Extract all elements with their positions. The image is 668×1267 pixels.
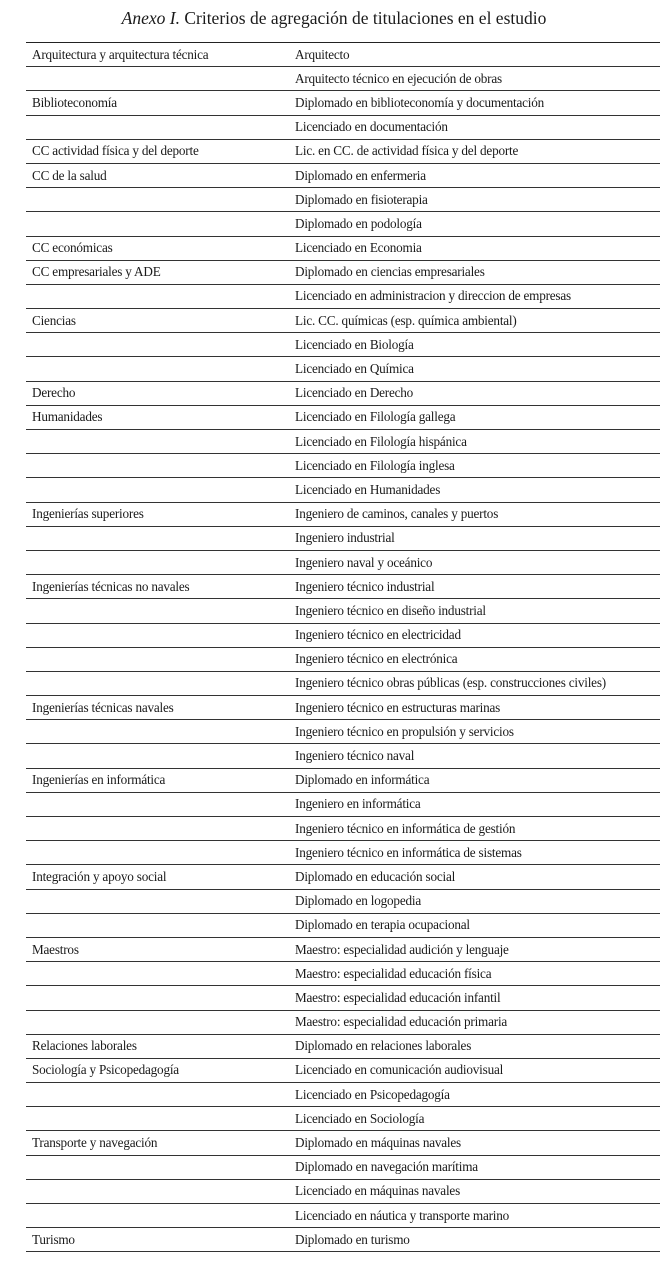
category-cell: Arquitectura y arquitectura técnica bbox=[26, 43, 295, 67]
degree-cell: Diplomado en relaciones laborales bbox=[295, 1034, 660, 1058]
table-row bbox=[26, 768, 660, 792]
category-cell bbox=[26, 671, 295, 695]
table-row bbox=[26, 647, 660, 671]
table-row bbox=[26, 188, 660, 212]
table-row bbox=[26, 937, 660, 961]
degree-cell: Ingeniero industrial bbox=[295, 526, 660, 550]
table-row bbox=[26, 430, 660, 454]
category-cell bbox=[26, 913, 295, 937]
category-cell: Integración y apoyo social bbox=[26, 865, 295, 889]
caption-label: Anexo I. bbox=[121, 8, 180, 28]
degree-cell: Arquitecto técnico en ejecución de obras bbox=[295, 67, 660, 91]
category-cell: Maestros bbox=[26, 937, 295, 961]
table-row bbox=[26, 236, 660, 260]
table-row bbox=[26, 889, 660, 913]
degree-cell: Ingeniero técnico en informática de gestión bbox=[295, 817, 660, 841]
category-cell: Sociología y Psicopedagogía bbox=[26, 1058, 295, 1082]
category-cell: Turismo bbox=[26, 1228, 295, 1252]
category-cell: Ingenierías superiores bbox=[26, 502, 295, 526]
table-row bbox=[26, 599, 660, 623]
category-cell: Biblioteconomía bbox=[26, 91, 295, 115]
table-caption bbox=[0, 8, 668, 29]
category-cell bbox=[26, 1107, 295, 1131]
category-cell bbox=[26, 526, 295, 550]
category-cell bbox=[26, 817, 295, 841]
category-cell bbox=[26, 623, 295, 647]
category-cell bbox=[26, 357, 295, 381]
category-cell bbox=[26, 1155, 295, 1179]
table-row bbox=[26, 163, 660, 187]
degree-cell: Lic. en CC. de actividad física y del deporte bbox=[295, 139, 660, 163]
category-cell bbox=[26, 962, 295, 986]
table-row bbox=[26, 550, 660, 574]
category-cell bbox=[26, 212, 295, 236]
degree-cell: Ingeniero técnico naval bbox=[295, 744, 660, 768]
degree-cell: Diplomado en informática bbox=[295, 768, 660, 792]
table-row bbox=[26, 865, 660, 889]
table-row bbox=[26, 139, 660, 163]
table-row bbox=[26, 1010, 660, 1034]
degree-cell: Ingeniero en informática bbox=[295, 792, 660, 816]
degree-cell: Licenciado en Química bbox=[295, 357, 660, 381]
degree-cell: Diplomado en logopedia bbox=[295, 889, 660, 913]
category-cell bbox=[26, 841, 295, 865]
category-cell: Derecho bbox=[26, 381, 295, 405]
category-cell bbox=[26, 647, 295, 671]
category-cell bbox=[26, 284, 295, 308]
degree-cell: Diplomado en máquinas navales bbox=[295, 1131, 660, 1155]
table-row bbox=[26, 333, 660, 357]
table-row bbox=[26, 1107, 660, 1131]
category-cell: CC económicas bbox=[26, 236, 295, 260]
table-row bbox=[26, 575, 660, 599]
table-row bbox=[26, 817, 660, 841]
category-cell: Ingenierías técnicas navales bbox=[26, 696, 295, 720]
category-cell bbox=[26, 720, 295, 744]
category-cell: CC de la salud bbox=[26, 163, 295, 187]
category-cell bbox=[26, 1010, 295, 1034]
degree-cell: Maestro: especialidad educación primaria bbox=[295, 1010, 660, 1034]
degree-cell: Arquitecto bbox=[295, 43, 660, 67]
table-row bbox=[26, 67, 660, 91]
degree-cell: Diplomado en biblioteconomía y documentación bbox=[295, 91, 660, 115]
category-cell bbox=[26, 478, 295, 502]
table-row bbox=[26, 1179, 660, 1203]
table-row bbox=[26, 91, 660, 115]
category-cell bbox=[26, 744, 295, 768]
table-row bbox=[26, 1228, 660, 1252]
category-cell bbox=[26, 430, 295, 454]
degree-cell: Licenciado en comunicación audiovisual bbox=[295, 1058, 660, 1082]
table-row bbox=[26, 720, 660, 744]
caption-text: Criterios de agregación de titulaciones en el estudio bbox=[184, 8, 547, 28]
table-row bbox=[26, 1058, 660, 1082]
table-row bbox=[26, 1034, 660, 1058]
degree-cell: Ingeniero técnico en informática de sistemas bbox=[295, 841, 660, 865]
table-row bbox=[26, 260, 660, 284]
table-row bbox=[26, 357, 660, 381]
category-cell: CC actividad física y del deporte bbox=[26, 139, 295, 163]
degree-cell: Maestro: especialidad audición y lenguaje bbox=[295, 937, 660, 961]
table-row bbox=[26, 1131, 660, 1155]
degree-cell: Diplomado en podología bbox=[295, 212, 660, 236]
category-cell: Transporte y navegación bbox=[26, 1131, 295, 1155]
table-row bbox=[26, 1204, 660, 1228]
table-row bbox=[26, 962, 660, 986]
table-row bbox=[26, 841, 660, 865]
table-row bbox=[26, 212, 660, 236]
degree-cell: Ingeniero técnico en propulsión y servicios bbox=[295, 720, 660, 744]
category-cell bbox=[26, 599, 295, 623]
degree-cell: Ingeniero técnico en estructuras marinas bbox=[295, 696, 660, 720]
degree-cell: Lic. CC. químicas (esp. química ambiental) bbox=[295, 309, 660, 333]
degree-cell: Ingeniero de caminos, canales y puertos bbox=[295, 502, 660, 526]
degree-cell: Maestro: especialidad educación física bbox=[295, 962, 660, 986]
table-row bbox=[26, 1083, 660, 1107]
category-cell bbox=[26, 188, 295, 212]
degree-cell: Licenciado en Filología inglesa bbox=[295, 454, 660, 478]
table-row bbox=[26, 792, 660, 816]
degree-cell: Licenciado en Humanidades bbox=[295, 478, 660, 502]
degree-cell: Ingeniero técnico en electrónica bbox=[295, 647, 660, 671]
degree-cell: Diplomado en ciencias empresariales bbox=[295, 260, 660, 284]
table-row bbox=[26, 478, 660, 502]
degree-cell: Licenciado en máquinas navales bbox=[295, 1179, 660, 1203]
degree-cell: Licenciado en Sociología bbox=[295, 1107, 660, 1131]
table-row bbox=[26, 986, 660, 1010]
degree-cell: Diplomado en fisioterapia bbox=[295, 188, 660, 212]
category-cell: CC empresariales y ADE bbox=[26, 260, 295, 284]
category-cell bbox=[26, 333, 295, 357]
table-row bbox=[26, 454, 660, 478]
degree-cell: Diplomado en terapia ocupacional bbox=[295, 913, 660, 937]
table-row bbox=[26, 696, 660, 720]
category-cell bbox=[26, 1083, 295, 1107]
category-cell bbox=[26, 115, 295, 139]
degree-aggregation-table bbox=[26, 42, 660, 1252]
degree-cell: Licenciado en documentación bbox=[295, 115, 660, 139]
table-row bbox=[26, 913, 660, 937]
degree-cell: Licenciado en administracion y direccion de empresas bbox=[295, 284, 660, 308]
category-cell bbox=[26, 454, 295, 478]
degree-cell: Ingeniero técnico en electricidad bbox=[295, 623, 660, 647]
degree-cell: Licenciado en Economia bbox=[295, 236, 660, 260]
table-row bbox=[26, 671, 660, 695]
table-row bbox=[26, 115, 660, 139]
category-cell bbox=[26, 792, 295, 816]
category-cell: Humanidades bbox=[26, 405, 295, 429]
degree-cell: Maestro: especialidad educación infantil bbox=[295, 986, 660, 1010]
category-cell bbox=[26, 67, 295, 91]
table-row bbox=[26, 43, 660, 67]
degree-cell: Ingeniero técnico obras públicas (esp. construcciones civiles) bbox=[295, 671, 660, 695]
category-cell: Ingenierías en informática bbox=[26, 768, 295, 792]
table-row bbox=[26, 623, 660, 647]
category-cell: Ingenierías técnicas no navales bbox=[26, 575, 295, 599]
table-row bbox=[26, 284, 660, 308]
degree-cell: Ingeniero técnico en diseño industrial bbox=[295, 599, 660, 623]
category-cell bbox=[26, 550, 295, 574]
degree-cell: Licenciado en Derecho bbox=[295, 381, 660, 405]
degree-cell: Licenciado en Biología bbox=[295, 333, 660, 357]
table-row bbox=[26, 502, 660, 526]
degree-cell: Licenciado en Filología hispánica bbox=[295, 430, 660, 454]
degree-cell: Licenciado en Psicopedagogía bbox=[295, 1083, 660, 1107]
table-row bbox=[26, 405, 660, 429]
category-cell bbox=[26, 889, 295, 913]
degree-cell: Licenciado en Filología gallega bbox=[295, 405, 660, 429]
table-row bbox=[26, 744, 660, 768]
degree-cell: Diplomado en educación social bbox=[295, 865, 660, 889]
table-row bbox=[26, 309, 660, 333]
category-cell bbox=[26, 1179, 295, 1203]
table-row bbox=[26, 526, 660, 550]
table-row bbox=[26, 1155, 660, 1179]
degree-cell: Ingeniero naval y oceánico bbox=[295, 550, 660, 574]
degree-cell: Ingeniero técnico industrial bbox=[295, 575, 660, 599]
category-cell: Ciencias bbox=[26, 309, 295, 333]
category-cell bbox=[26, 986, 295, 1010]
degree-cell: Diplomado en navegación marítima bbox=[295, 1155, 660, 1179]
category-cell: Relaciones laborales bbox=[26, 1034, 295, 1058]
category-cell bbox=[26, 1204, 295, 1228]
degree-cell: Licenciado en náutica y transporte marino bbox=[295, 1204, 660, 1228]
degree-cell: Diplomado en turismo bbox=[295, 1228, 660, 1252]
table-row bbox=[26, 381, 660, 405]
degree-cell: Diplomado en enfermeria bbox=[295, 163, 660, 187]
